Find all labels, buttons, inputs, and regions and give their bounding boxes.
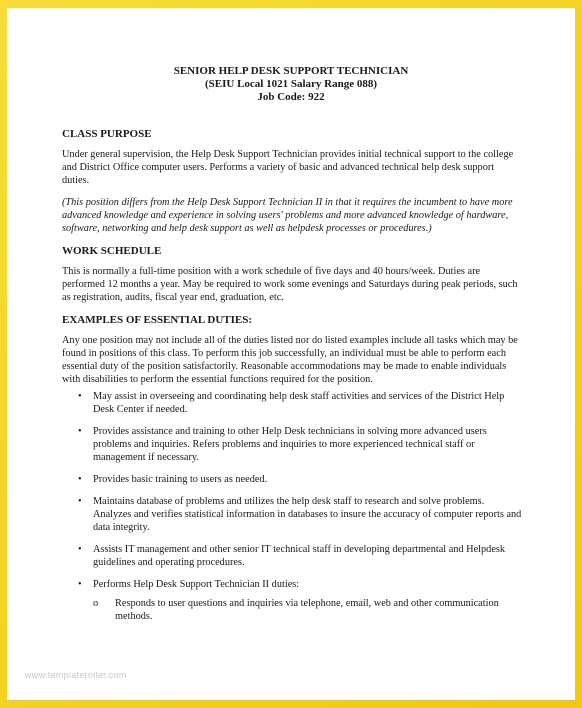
watermark: www.templateroller.com [25, 670, 127, 680]
list-item [62, 473, 522, 486]
class-purpose-paragraph: Under general supervision, the Help Desk Support Technician provides initial technical support to the college and District Office computer users. Performs a variety of basic and advanced technical help desk support duties. [62, 149, 514, 186]
list-item [62, 390, 522, 416]
essential-duties-intro: Any one position may not include all of the duties listed nor do listed examples include all tasks which may be found in positions of this class. To perform this job successfully, an individual must be able to perform each essential duty of the position satisfactorily. Reasonable accommodations may be made to enable individuals with disabilities to perform the essential functions required for the position. [62, 335, 518, 385]
list-item [62, 578, 522, 623]
class-purpose-section [62, 128, 522, 235]
sub-duties-list [93, 597, 522, 623]
list-item-text: Assists IT management and other senior IT technical staff in developing departmental and Helpdesk guidelines and operating procedures. [93, 544, 506, 568]
duties-list [62, 390, 522, 623]
list-item-text: May assist in overseeing and coordinating help desk staff activities and services of the District Help Desk Center if needed. [93, 391, 505, 415]
class-purpose-heading: CLASS PURPOSE [62, 128, 152, 140]
list-item [62, 495, 522, 534]
salary-range: (SEIU Local 1021 Salary Range 088) [204, 78, 378, 90]
bullet-icon: • [78, 544, 82, 555]
work-schedule-heading: WORK SCHEDULE [62, 245, 162, 257]
document-page [7, 8, 575, 700]
document-header [7, 65, 575, 104]
list-item-text: Provides assistance and training to other Help Desk technicians in solving more advanced users problems and inquiries. Refers problems and inquiries to more experienced technical staff or management if necessary. [93, 426, 487, 463]
document-title: SENIOR HELP DESK SUPPORT TECHNICIAN [173, 65, 409, 77]
list-item [62, 425, 522, 464]
bullet-icon: • [78, 579, 82, 590]
job-code: Job Code: 922 [257, 91, 325, 103]
sub-list-item [93, 597, 522, 623]
list-item-text: Provides basic training to users as needed. [93, 474, 268, 485]
bullet-icon: • [78, 496, 82, 507]
list-item-text: Performs Help Desk Support Technician II duties: [93, 579, 300, 590]
class-purpose-note: (This position differs from the Help Desk Support Technician II in that it requires the incumbent to have more advanced knowledge and experience in solving users' problems and more advanced knowledge of hardware, software, networking and help desk support as well as helpdesk processes or procedures.) [62, 197, 513, 234]
document-body [62, 128, 522, 633]
circle-bullet-icon: o [93, 598, 99, 609]
work-schedule-paragraph: This is normally a full-time position with a work schedule of five days and 40 hours/week. Duties are performed 12 months a year. May be required to work some evenings and Saturdays during peak periods, such as registration, audits, fiscal year end, graduation, etc. [62, 266, 518, 303]
bullet-icon: • [78, 426, 82, 437]
bullet-icon: • [78, 474, 82, 485]
essential-duties-heading: EXAMPLES OF ESSENTIAL DUTIES: [62, 314, 253, 326]
sub-list-item-text: Responds to user questions and inquiries via telephone, email, web and other communication methods. [115, 598, 499, 622]
list-item [62, 543, 522, 569]
list-item-text: Maintains database of problems and utilizes the help desk staff to research and solve problems. Analyzes and verifies statistical information in databases to insure the accuracy of computer reports and data integrity. [93, 496, 522, 533]
work-schedule-section [62, 245, 522, 304]
essential-duties-section [62, 314, 522, 623]
bullet-icon: • [78, 391, 82, 402]
